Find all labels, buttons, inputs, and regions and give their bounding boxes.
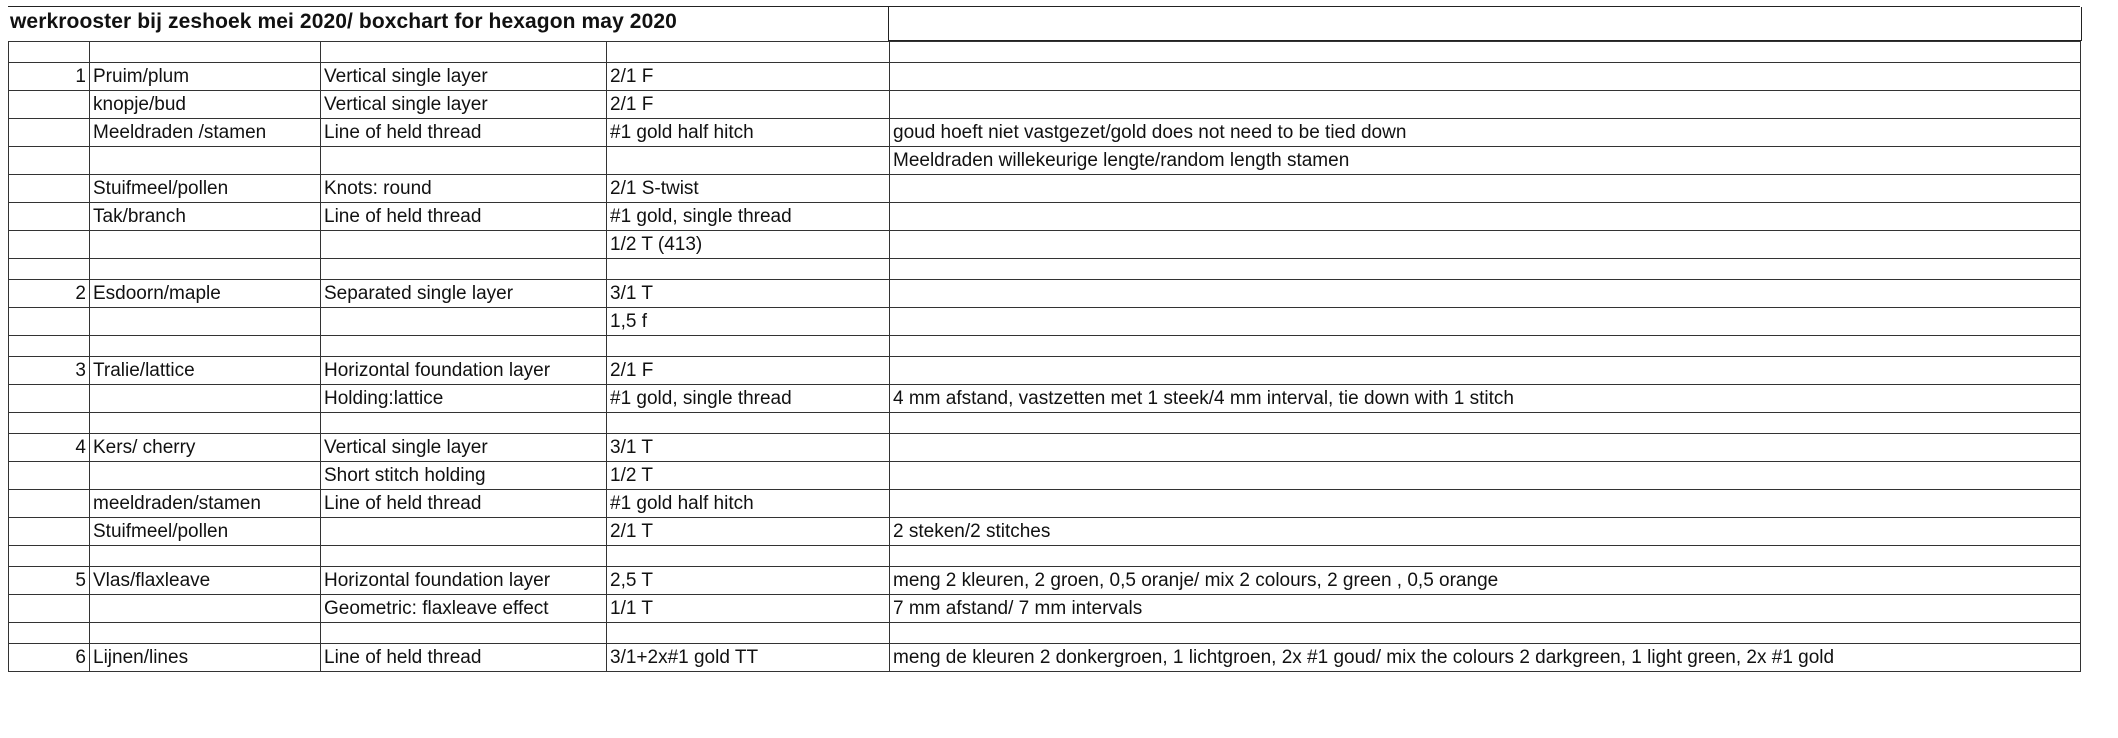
cell-element-name[interactable] xyxy=(90,42,321,63)
cell-element-name[interactable] xyxy=(90,462,321,490)
table-row xyxy=(9,385,2081,413)
title-empty-cell xyxy=(888,7,2082,41)
cell-thread[interactable] xyxy=(607,42,890,63)
cell-notes[interactable] xyxy=(890,623,2081,644)
cell-element-name[interactable]: Vlas/flaxleave xyxy=(90,567,321,595)
cell-technique[interactable] xyxy=(321,147,607,175)
cell-notes[interactable]: goud hoeft niet vastgezet/gold does not need to be tied down xyxy=(890,119,2081,147)
cell-thread[interactable]: #1 gold, single thread xyxy=(607,385,890,413)
cell-element-name[interactable]: Kers/ cherry xyxy=(90,434,321,462)
cell-row-number[interactable] xyxy=(9,231,90,259)
title-row xyxy=(8,6,2080,41)
cell-thread[interactable]: 2/1 F xyxy=(607,63,890,91)
cell-technique[interactable] xyxy=(321,518,607,546)
cell-row-number[interactable] xyxy=(9,623,90,644)
cell-thread[interactable]: #1 gold, single thread xyxy=(607,203,890,231)
cell-element-name[interactable]: Pruim/plum xyxy=(90,63,321,91)
cell-row-number[interactable] xyxy=(9,308,90,336)
table-row xyxy=(9,42,2081,63)
cell-notes[interactable] xyxy=(890,336,2081,357)
cell-notes[interactable]: 7 mm afstand/ 7 mm intervals xyxy=(890,595,2081,623)
table-row xyxy=(9,490,2081,518)
cell-row-number[interactable] xyxy=(9,518,90,546)
cell-row-number[interactable] xyxy=(9,385,90,413)
cell-row-number[interactable] xyxy=(9,462,90,490)
cell-row-number[interactable] xyxy=(9,175,90,203)
cell-thread[interactable]: 1/2 T (413) xyxy=(607,231,890,259)
cell-technique[interactable]: Horizontal foundation layer xyxy=(321,357,607,385)
cell-technique[interactable]: Line of held thread xyxy=(321,490,607,518)
table-row xyxy=(9,644,2081,672)
cell-element-name[interactable]: knopje/bud xyxy=(90,91,321,119)
cell-technique[interactable]: Horizontal foundation layer xyxy=(321,567,607,595)
cell-technique[interactable] xyxy=(321,259,607,280)
cell-thread[interactable]: #1 gold half hitch xyxy=(607,490,890,518)
cell-thread[interactable]: 1/2 T xyxy=(607,462,890,490)
cell-notes[interactable]: meng 2 kleuren, 2 groen, 0,5 oranje/ mix 2 colours, 2 green , 0,5 orange xyxy=(890,567,2081,595)
cell-element-name[interactable] xyxy=(90,259,321,280)
table-row xyxy=(9,623,2081,644)
cell-notes[interactable]: 2 steken/2 stitches xyxy=(890,518,2081,546)
cell-row-number[interactable] xyxy=(9,413,90,434)
cell-thread[interactable]: 2/1 T xyxy=(607,518,890,546)
cell-notes[interactable] xyxy=(890,63,2081,91)
cell-technique[interactable]: Line of held thread xyxy=(321,203,607,231)
cell-row-number[interactable]: 3 xyxy=(9,357,90,385)
cell-element-name[interactable] xyxy=(90,147,321,175)
cell-notes[interactable] xyxy=(890,280,2081,308)
cell-row-number[interactable] xyxy=(9,259,90,280)
cell-thread[interactable]: 2/1 F xyxy=(607,357,890,385)
cell-row-number[interactable]: 5 xyxy=(9,567,90,595)
cell-element-name[interactable] xyxy=(90,308,321,336)
cell-thread[interactable] xyxy=(607,413,890,434)
table-row xyxy=(9,203,2081,231)
cell-technique[interactable]: Knots: round xyxy=(321,175,607,203)
cell-element-name[interactable]: Tak/branch xyxy=(90,203,321,231)
cell-element-name[interactable]: Lijnen/lines xyxy=(90,644,321,672)
cell-element-name[interactable]: meeldraden/stamen xyxy=(90,490,321,518)
table-row xyxy=(9,231,2081,259)
table-row xyxy=(9,434,2081,462)
cell-element-name[interactable]: Tralie/lattice xyxy=(90,357,321,385)
table-row xyxy=(9,280,2081,308)
cell-thread[interactable] xyxy=(607,336,890,357)
table-row xyxy=(9,413,2081,434)
table-row xyxy=(9,567,2081,595)
cell-element-name[interactable] xyxy=(90,385,321,413)
cell-notes[interactable]: Meeldraden willekeurige lengte/random length stamen xyxy=(890,147,2081,175)
cell-row-number[interactable]: 4 xyxy=(9,434,90,462)
cell-row-number[interactable] xyxy=(9,595,90,623)
cell-technique[interactable] xyxy=(321,546,607,567)
cell-thread[interactable]: #1 gold half hitch xyxy=(607,119,890,147)
sheet-title: werkrooster bij zeshoek mei 2020/ boxchart for hexagon may 2020 xyxy=(10,10,677,33)
cell-technique[interactable] xyxy=(321,336,607,357)
table-row xyxy=(9,147,2081,175)
table-row xyxy=(9,63,2081,91)
cell-element-name[interactable]: Esdoorn/maple xyxy=(90,280,321,308)
cell-technique[interactable]: Holding:lattice xyxy=(321,385,607,413)
cell-element-name[interactable] xyxy=(90,546,321,567)
cell-notes[interactable] xyxy=(890,259,2081,280)
cell-row-number[interactable]: 2 xyxy=(9,280,90,308)
cell-technique[interactable]: Separated single layer xyxy=(321,280,607,308)
cell-element-name[interactable] xyxy=(90,231,321,259)
table-row xyxy=(9,259,2081,280)
cell-technique[interactable]: Short stitch holding xyxy=(321,462,607,490)
cell-row-number[interactable] xyxy=(9,91,90,119)
cell-element-name[interactable]: Stuifmeel/pollen xyxy=(90,518,321,546)
cell-thread[interactable] xyxy=(607,147,890,175)
cell-thread[interactable]: 3/1+2x#1 gold TT xyxy=(607,644,890,672)
cell-technique[interactable] xyxy=(321,623,607,644)
cell-technique[interactable]: Vertical single layer xyxy=(321,91,607,119)
cell-notes[interactable] xyxy=(890,91,2081,119)
cell-technique[interactable]: Vertical single layer xyxy=(321,434,607,462)
cell-notes[interactable]: meng de kleuren 2 donkergroen, 1 lichtgroen, 2x #1 goud/ mix the colours 2 darkgreen, 1 light green, 2x #1 gold xyxy=(890,644,2081,672)
cell-thread[interactable]: 1,5 f xyxy=(607,308,890,336)
boxchart-table xyxy=(8,41,2081,672)
cell-element-name[interactable]: Stuifmeel/pollen xyxy=(90,175,321,203)
cell-row-number[interactable] xyxy=(9,336,90,357)
cell-technique[interactable]: Line of held thread xyxy=(321,644,607,672)
cell-thread[interactable] xyxy=(607,546,890,567)
cell-row-number[interactable] xyxy=(9,42,90,63)
cell-technique[interactable]: Vertical single layer xyxy=(321,63,607,91)
cell-notes[interactable] xyxy=(890,231,2081,259)
table-row xyxy=(9,336,2081,357)
cell-thread[interactable]: 2/1 F xyxy=(607,91,890,119)
cell-row-number[interactable] xyxy=(9,490,90,518)
cell-notes[interactable] xyxy=(890,462,2081,490)
cell-element-name[interactable] xyxy=(90,336,321,357)
table-row xyxy=(9,518,2081,546)
cell-notes[interactable] xyxy=(890,434,2081,462)
cell-technique[interactable] xyxy=(321,413,607,434)
cell-element-name[interactable] xyxy=(90,413,321,434)
cell-thread[interactable] xyxy=(607,259,890,280)
cell-thread[interactable]: 2,5 T xyxy=(607,567,890,595)
cell-row-number[interactable] xyxy=(9,203,90,231)
cell-thread[interactable]: 2/1 S-twist xyxy=(607,175,890,203)
cell-notes[interactable] xyxy=(890,413,2081,434)
cell-row-number[interactable]: 6 xyxy=(9,644,90,672)
cell-thread[interactable] xyxy=(607,623,890,644)
cell-row-number[interactable] xyxy=(9,147,90,175)
cell-technique[interactable] xyxy=(321,308,607,336)
cell-notes[interactable] xyxy=(890,308,2081,336)
table-row xyxy=(9,91,2081,119)
cell-notes[interactable] xyxy=(890,357,2081,385)
cell-element-name[interactable] xyxy=(90,623,321,644)
cell-element-name[interactable] xyxy=(90,595,321,623)
cell-notes[interactable] xyxy=(890,490,2081,518)
cell-notes[interactable] xyxy=(890,546,2081,567)
table-row xyxy=(9,308,2081,336)
table-row xyxy=(9,595,2081,623)
cell-notes[interactable] xyxy=(890,42,2081,63)
cell-thread[interactable]: 1/1 T xyxy=(607,595,890,623)
cell-thread[interactable]: 3/1 T xyxy=(607,280,890,308)
cell-notes[interactable] xyxy=(890,203,2081,231)
table-row xyxy=(9,357,2081,385)
cell-notes[interactable]: 4 mm afstand, vastzetten met 1 steek/4 mm interval, tie down with 1 stitch xyxy=(890,385,2081,413)
cell-row-number[interactable] xyxy=(9,546,90,567)
table-row xyxy=(9,175,2081,203)
cell-row-number[interactable]: 1 xyxy=(9,63,90,91)
cell-technique[interactable]: Geometric: flaxleave effect xyxy=(321,595,607,623)
cell-technique[interactable] xyxy=(321,42,607,63)
cell-row-number[interactable] xyxy=(9,119,90,147)
cell-notes[interactable] xyxy=(890,175,2081,203)
cell-technique[interactable] xyxy=(321,231,607,259)
cell-technique[interactable]: Line of held thread xyxy=(321,119,607,147)
table-row xyxy=(9,119,2081,147)
table-row xyxy=(9,462,2081,490)
table-row xyxy=(9,546,2081,567)
cell-element-name[interactable]: Meeldraden /stamen xyxy=(90,119,321,147)
cell-thread[interactable]: 3/1 T xyxy=(607,434,890,462)
